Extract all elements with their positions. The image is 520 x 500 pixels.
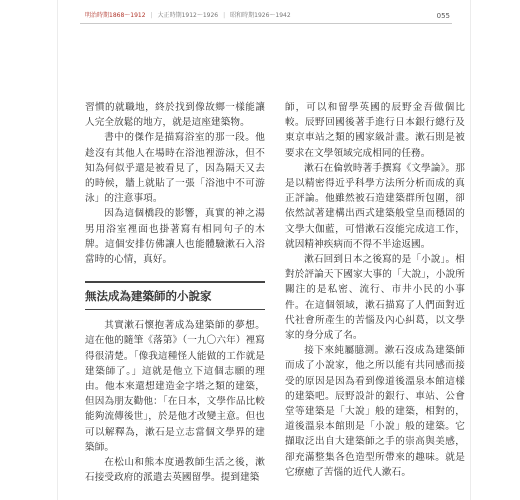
paragraph: 漱石在倫敦時著手撰寫《文學論》。那是以精密得近乎科學方法所分析而成的真正評論。他雖然被石造建築群所包圍，卻依然試著建構出西式建築般堂皇而穩固的文學大伽藍，可惜漱石沒能完成這工作，就因精神疾病而不得不半途返國。 <box>285 162 465 250</box>
left-column <box>85 100 265 485</box>
era-tab-showa: 昭和時期1926～1942 <box>230 12 291 19</box>
era-tabs <box>80 11 296 21</box>
paragraph: 因為這個橋段的影響，真實的神之湯男用浴室裡面也掛著寫有相同句子的木牌。這個安排仿佛讓人也能體驗漱石入浴當時的心情，真好。 <box>85 208 265 266</box>
tab-separator: | <box>223 12 226 19</box>
paragraph: 師，可以和留學英國的辰野金吾做個比較。辰野回國後著手進行日本銀行總行及東京車站之類的國家級計畫。漱石則是被要求在文學領域完成相同的任務。 <box>285 102 465 159</box>
section-title: 無法成為建築師的小說家 <box>85 281 265 310</box>
era-tab-meiji: 明治時期1868～1912 <box>85 12 146 19</box>
header-rule <box>80 23 452 24</box>
page-header <box>58 11 470 25</box>
paragraph: 接下來純屬臆測。漱石沒成為建築師而成了小說家，他之所以能有共同感而接受的原因是因為看到像道後溫泉本館這樣的建築吧。辰野設計的銀行、車站、公會堂等建築是「大說」般的建築，相對的，道後溫泉本館則是「小說」般的建築。它擷取泛出自大建築師之手的崇高與美感，卻充滿整集各色造型所帶來的趣味。就是它療癒了苦惱的近代人漱石。 <box>285 345 465 478</box>
paragraph: 漱石回到日本之後寫的是「小說」。相對於評論天下國家大事的「大說」，小說所關注的是私密、流行、市井小民的小事件。在這個領域，漱石描寫了人們面對近代社會所產生的苦惱及內心糾葛，以文學家的身分成了名。 <box>285 254 465 342</box>
page-number: 055 <box>436 12 450 20</box>
right-column <box>285 100 465 480</box>
tab-separator: | <box>150 12 153 19</box>
paragraph: 習慣的就職地，終於找到像故鄉一樣能讓人完全放鬆的地方，就是這座建築物。 <box>85 102 265 129</box>
era-tab-taisho: 大正時期1912～1926 <box>157 12 219 19</box>
paragraph: 書中的傑作是描寫浴室的那一段。他趁沒有其他人在場時在浴池裡游泳，但不知為何似乎還是被看見了，因為隔天又去的時候，牆上就貼了一張「浴池中不可游泳」的注意事項。 <box>85 132 265 205</box>
paragraph: 其實漱石懷抱著成為建築師的夢想。這在他的隨筆《落第》（一九〇六年）裡寫得很清楚。「像我這種怪人能做的工作就是建築師了。」這就是他立下這個志願的理由。他本來還想建造金字塔之類的建築，但因為朋友勸他：「在日本，文學作品比較能夠流傳後世」，於是他才改變主意。但也可以解釋為，漱石是立志當個文學界的建築師。 <box>85 320 265 453</box>
paragraph: 在松山和熊本度過教師生活之後，漱石接受政府的派遣去英國留學。提到建築 <box>85 457 265 484</box>
